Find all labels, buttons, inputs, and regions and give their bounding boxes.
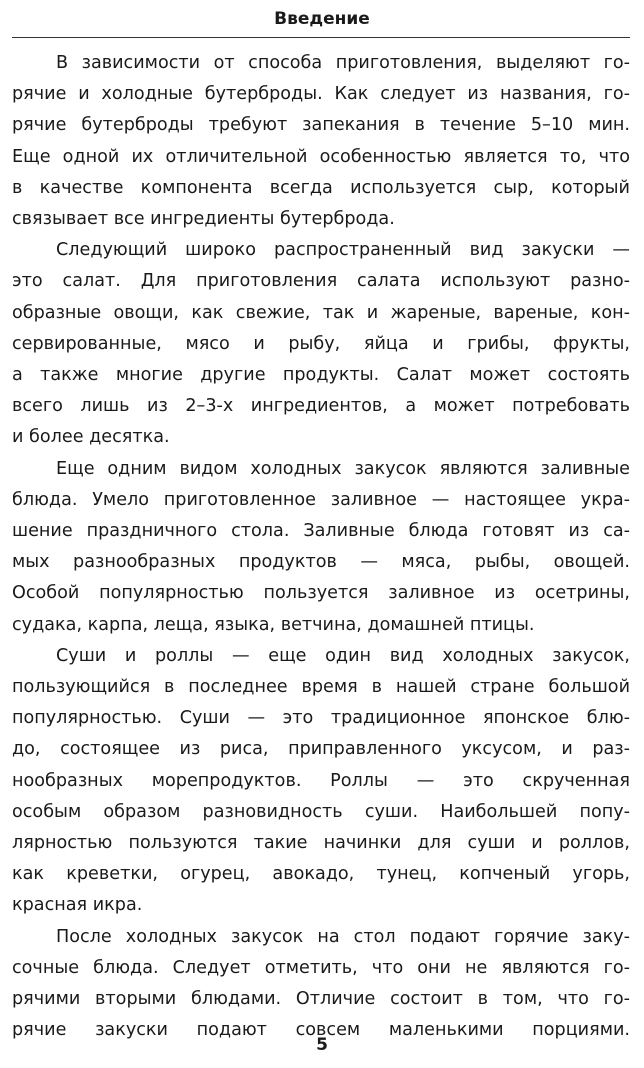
text-line: В зависимости от способа приготовления, выделяют го- (56, 53, 630, 73)
header-rule (12, 37, 630, 38)
text-line: После холодных закусок на стол подают горячие заку- (56, 926, 630, 947)
text-line: сервированные, мясо и рыбу, яйца и грибы, фрукты, (12, 333, 630, 354)
text-line: всего лишь из 2–3-х ингредиентов, а может потребовать (12, 396, 630, 417)
text-line: Суши и роллы — еще один вид холодных закусок, (56, 645, 630, 666)
text-line: лярностью пользуются такие начинки для суши и роллов, (12, 833, 630, 854)
text-line: Еще одной их отличительной особенностью является то, что (12, 146, 630, 167)
text-line: и более десятка. (12, 427, 170, 448)
text-line: особым образом разновидность суши. Наибольшей попу- (12, 801, 630, 822)
text-line: рячие закуски подают совсем маленькими порциями. (12, 1020, 630, 1041)
text-line: до, состоящее из риса, приправленного уксусом, и раз- (12, 739, 630, 760)
text-line: шение праздничного стола. Заливные блюда готовят из са- (12, 521, 630, 542)
body-text (12, 48, 630, 1047)
paragraph (12, 235, 630, 453)
paragraph (12, 641, 630, 922)
text-line: Следующий широко распространенный вид закуски — (56, 240, 630, 261)
text-line: рячие и холодные бутерброды. Как следует из названия, го- (12, 84, 630, 105)
text-line: популярностью. Суши — это традиционное японское блю- (12, 708, 630, 729)
text-line: образные овощи, как свежие, так и жареные, вареные, кон- (12, 302, 630, 323)
text-line: рячие бутерброды требуют запекания в течение 5–10 мин. (12, 115, 630, 136)
text-line: блюда. Умело приготовленное заливное — настоящее укра- (12, 489, 630, 510)
text-line: связывает все ингредиенты бутерброда. (12, 209, 395, 230)
text-line: в качестве компонента всегда используется сыр, который (12, 177, 630, 198)
text-line: как креветки, огурец, авокадо, тунец, копченый угорь, (12, 864, 630, 885)
text-line: сочные блюда. Следует отметить, что они не являются го- (12, 957, 630, 978)
running-header: Введение (274, 9, 370, 29)
text-line: рячими вторыми блюдами. Отличие состоит в том, что го- (12, 989, 630, 1010)
page-number: 5 (316, 1035, 328, 1055)
text-line: судака, карпа, леща, языка, ветчина, домашней птицы. (12, 614, 535, 635)
text-line: нообразных морепродуктов. Роллы — это скрученная (12, 770, 630, 791)
text-line: это салат. Для приготовления салата используют разно- (12, 271, 630, 292)
paragraph (12, 454, 630, 641)
text-line: пользующийся в последнее время в нашей стране большой (12, 677, 630, 698)
paragraph (12, 922, 630, 1047)
text-line: Еще одним видом холодных закусок являются заливные (56, 458, 630, 479)
text-line: а также многие другие продукты. Салат может состоять (12, 365, 630, 386)
text-line: Особой популярностью пользуется заливное из осетрины, (12, 583, 630, 604)
text-line: мых разнообразных продуктов — мяса, рыбы, овощей. (12, 552, 630, 573)
paragraph (12, 48, 630, 235)
text-line: красная икра. (12, 895, 143, 916)
